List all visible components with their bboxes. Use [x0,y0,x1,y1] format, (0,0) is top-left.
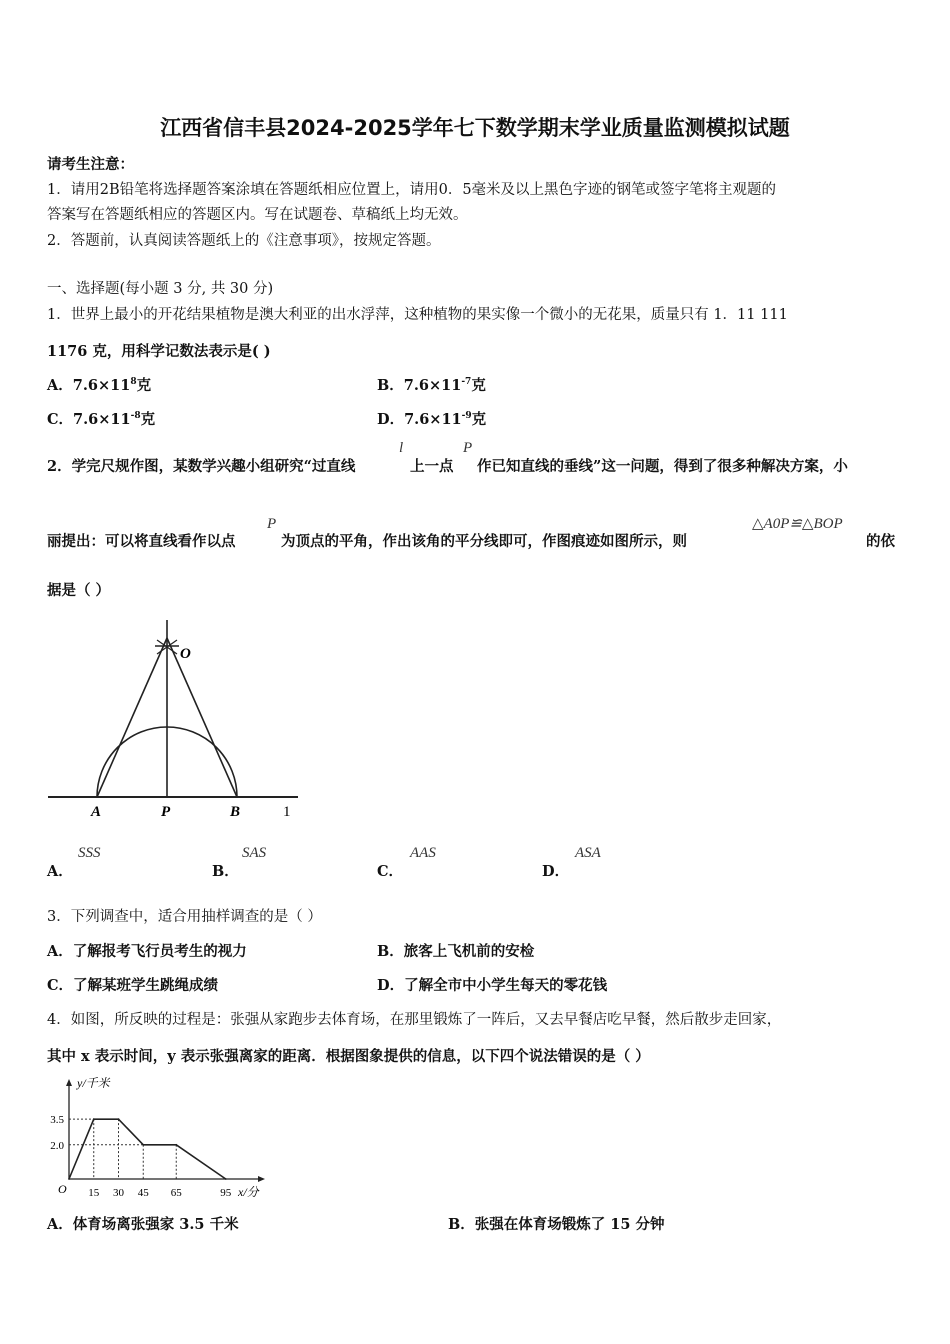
q2-construction-figure [40,612,310,827]
y-tick-2.0: 2.0 [50,1139,64,1152]
label-p: P [161,804,171,820]
q3-option-a: A．了解报考飞行员考生的视力 [47,943,247,960]
q2-stem-part2: 上一点 [410,458,454,475]
q3-option-b: B．旅客上飞机前的安检 [377,943,535,960]
segment-bo [167,638,237,797]
q2-stem-part7: 据是（ ） [47,582,111,599]
label-line-1: 1 [283,804,291,820]
q4-stem-line1: 4．如图，所反映的过程是：张强从家跑步去体育场，在那里锻炼了一阵后，又去早餐店吃早餐，然后散步走回家， [47,1012,782,1028]
q2-option-c-value: AAS [410,845,436,861]
q4-stem-line2: 其中 x 表示时间，y 表示张强离家的距离．根据图象提供的信息，以下四个说法错误的是（ ） [47,1048,650,1065]
q2-stem-part4: 丽提出：可以将直线看作以点 [47,533,236,550]
origin-label: O [58,1182,67,1196]
q3-option-c: C．了解某班学生跳绳成绩 [47,977,219,994]
data-point-65 [175,1144,177,1146]
data-point-95 [225,1178,227,1180]
q2-symbol-l: l [399,440,404,456]
q2-option-a-label: A． [47,863,73,880]
q1-option-d: D．$7.6\times 11^{-9}$克 [377,411,487,428]
q1-option-b: B．$7.6\times 11^{-7}$克 [377,377,486,394]
q3-stem: 3．下列调查中，适合用抽样调查的是（ ） [47,909,322,925]
q2-stem-part6: 的依 [866,533,895,550]
q2-congruence: △A0P≌△BOP [752,516,843,532]
q2-symbol-p2: P [267,516,277,532]
q2-option-d-value: ASA [575,845,601,861]
x-tick-45: 45 [137,1187,149,1199]
q2-symbol-p: P [463,440,473,456]
q2-stem-part1: 2．学完尺规作图，某数学兴趣小组研究“过直线 [47,458,356,475]
q2-option-b-value: SAS [242,845,267,861]
page-title: 江西省信丰县2024-2025学年七下数学期末学业质量监测模拟试题 [160,116,790,140]
x-tick-65: 65 [170,1187,182,1199]
q4-option-a: A．体育场离张强家 3.5 千米 [47,1216,239,1233]
notice-line-1b: 答案写在答题纸相应的答题区内。写在试题卷、草稿纸上均无效。 [47,207,468,223]
distance-series-line [69,1119,226,1179]
q1-stem-line1: 1．世界上最小的开花结果植物是澳大利亚的出水浮萍，这种植物的果实像一个微小的无花果，质量只有 1．11 111 [47,307,788,323]
data-point-45 [142,1144,144,1146]
x-tick-15: 15 [88,1187,100,1199]
notice-line-2: 2．答题前，认真阅读答题纸上的《注意事项》，按规定答题。 [47,233,441,249]
x-tick-30: 30 [113,1187,124,1199]
label-o: O [180,646,191,662]
y-axis-arrow [66,1079,72,1086]
q2-option-c-label: C． [377,863,404,880]
label-a: A [91,804,102,820]
label-b: B [230,804,241,820]
segment-ao [97,638,167,797]
q2-option-d-label: D． [542,863,570,880]
q1-option-a: A．$7.6\times 11^8$克 [47,377,152,394]
x-axis-label: x/分 [238,1185,259,1199]
q3-option-d: D．了解全市中小学生每天的零花钱 [377,977,608,994]
notice-line-1a: 1．请用2B铅笔将选择题答案涂填在答题纸相应位置上，请用0．5毫米及以上黑色字迹的钢笔或签字笔将主观题的 [47,182,777,198]
y-axis-label: y/千米 [77,1076,110,1090]
q1-option-c: C．$7.6\times 11^{-8}$克 [47,411,156,428]
q2-option-a-value: SSS [78,845,101,861]
q2-stem-part5: 为顶点的平角，作出该角的平分线即可，作图痕迹如图所示，则 [281,533,687,550]
q2-option-b-label: B． [212,863,239,880]
q4-option-b: B．张强在体育场锻炼了 15 分钟 [448,1216,665,1233]
y-tick-3.5: 3.5 [50,1114,64,1127]
x-axis-arrow [258,1176,265,1182]
notice-heading: 请考生注意： [47,156,134,173]
q2-stem-part3: 作已知直线的垂线”这一问题，得到了很多种解决方案，小 [477,458,848,475]
x-tick-95: 95 [220,1187,232,1199]
q4-distance-time-chart [40,1072,275,1202]
q1-stem-line2: 1176 克，用科学记数法表示是( ) [47,343,271,360]
data-point-30 [118,1118,120,1120]
section-heading: 一、选择题(每小题 3 分, 共 30 分) [47,281,274,297]
data-point-0 [68,1178,70,1180]
data-point-15 [93,1118,95,1120]
